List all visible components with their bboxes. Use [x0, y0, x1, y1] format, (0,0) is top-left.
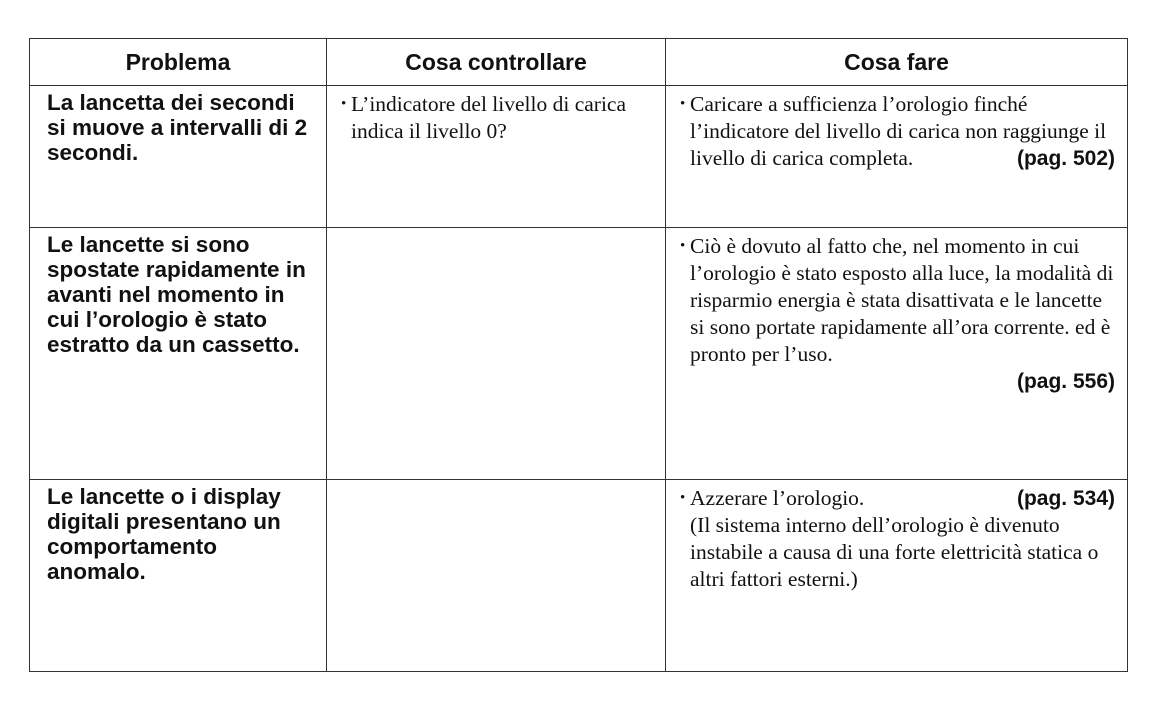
table-row [30, 480, 1128, 672]
header-todo: Cosa fare [666, 39, 1128, 86]
table-row [30, 228, 1128, 480]
page-reference: (pag. 534) [1016, 487, 1115, 510]
check-bullet-item [341, 91, 659, 145]
header-check: Cosa controllare [327, 39, 666, 86]
page-reference: (pag. 556) [1016, 370, 1115, 393]
todo-cell [666, 86, 1128, 228]
bullet-marker: • [680, 490, 686, 506]
todo-text: Ciò è dovuto al fatto che, nel momento in cui l’orologio è stato esposto alla luce, la modalità di risparmio energia è stata disattivata e le lancette si sono portate rapidamente all’ora corrente. ed è pronto per l’uso. [690, 234, 1114, 366]
table-row [30, 86, 1128, 228]
troubleshooting-table [29, 38, 1128, 672]
problem-cell: Le lancette o i display digitali presentano un comportamento anomalo. [30, 480, 327, 672]
check-text: L’indicatore del livello di carica indica il livello 0? [351, 92, 627, 143]
check-cell [327, 480, 666, 672]
todo-bullet-item [680, 233, 1115, 395]
todo-cell [666, 480, 1128, 672]
page-reference: (pag. 502) [1016, 147, 1115, 170]
header-problem: Problema [30, 39, 327, 86]
todo-cell [666, 228, 1128, 480]
todo-text: Caricare a sufficienza l’orologio finché l’indicatore del livello di carica non raggiunge il livello di carica completa. [690, 92, 1107, 170]
todo-note: (Il sistema interno dell’orologio è divenuto instabile a causa di una forte elettricità statica o altri fattori esterni.) [690, 513, 1099, 591]
check-cell [327, 228, 666, 480]
bullet-marker: • [341, 96, 347, 112]
bullet-marker: • [680, 96, 686, 112]
todo-bullet-item [680, 91, 1115, 172]
bullet-marker: • [680, 238, 686, 254]
check-cell [327, 86, 666, 228]
table-header-row [30, 39, 1128, 86]
problem-cell: La lancetta dei secondi si muove a intervalli di 2 secondi. [30, 86, 327, 228]
todo-bullet-item [680, 485, 1115, 593]
todo-text: Azzerare l’orologio. [690, 486, 865, 510]
problem-cell: Le lancette si sono spostate rapidamente in avanti nel momento in cui l’orologio è stato estratto da un cassetto. [30, 228, 327, 480]
